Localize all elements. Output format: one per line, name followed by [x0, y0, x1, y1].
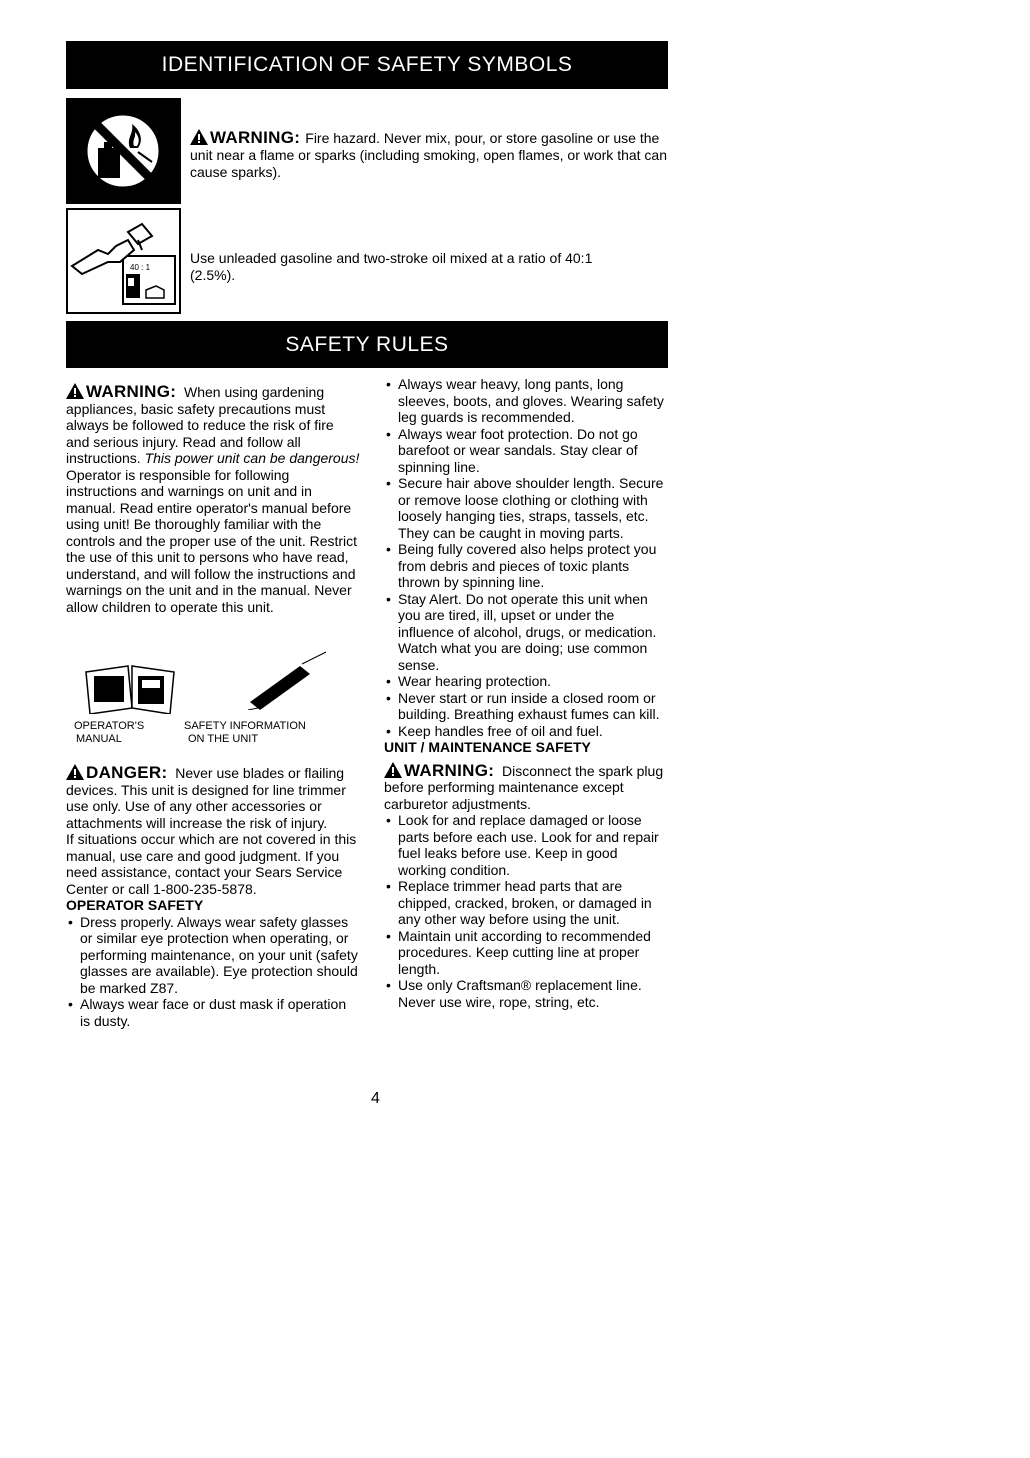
page-number: 4 [371, 1090, 380, 1107]
operators-manual-icon [82, 662, 182, 714]
list-item: • Use only Craftsman® replacement line. Never use wire, rope, string, etc. [384, 977, 666, 1010]
safety-info-caption-line-2: ON THE UNIT [188, 733, 259, 745]
right-column [384, 376, 666, 1010]
manual-caption-line-2: MANUAL [76, 733, 122, 745]
maintenance-list [384, 812, 666, 1010]
operator-safety-list [66, 914, 360, 1030]
safety-info-caption [184, 720, 306, 746]
list-item: • Replace trimmer head parts that are chipped, cracked, broken, or damaged in any other way before using the unit. [384, 878, 666, 928]
maintenance-heading: UNIT / MAINTENANCE SAFETY [384, 739, 591, 755]
general-warning-text-2: Operator is responsible for following instructions and warnings on unit and in manual. Read entire operator's manual before using unit! Be thoroughly familiar with the controls and the proper use of the unit. Restrict the use of this unit to persons who have read, understand, and will follow the instructions and warnings on the unit and in the manual. Never allow children to operate this unit. [66, 466, 358, 615]
list-item: • Dress properly. Always wear safety glasses or similar eye protection when operating, or performing maintenance, on your unit (safety glasses are available). Eye protection should be marked Z87. [66, 914, 360, 997]
warning-triangle-icon [66, 383, 84, 399]
list-item: • Look for and replace damaged or loose parts before each use. Look for and repair fuel leaks before use. Keep in good working condition. [384, 812, 666, 878]
left-column-lower [66, 764, 360, 1029]
list-item: • Never start or run inside a closed room or building. Breathing exhaust fumes can kill. [384, 690, 666, 723]
operator-safety-heading: OPERATOR SAFETY [66, 897, 204, 913]
danger-triangle-icon [66, 764, 84, 780]
maintenance-warning-label: WARNING: [404, 760, 495, 780]
no-fire-symbol [66, 98, 181, 204]
fuel-ratio-label: 40 : 1 [130, 263, 151, 272]
list-item: • Stay Alert. Do not operate this unit when you are tired, ill, upset or under the influence of alcohol, drugs, or medication. Watch what you are doing; use common sense. [384, 591, 666, 674]
safety-info-caption-line-1: SAFETY INFORMATION [184, 720, 306, 732]
manual-caption-line-1: OPERATOR'S [74, 720, 145, 732]
fuel-mix-text: Use unleaded gasoline and two-stroke oil mixed at a ratio of 40:1 (2.5%). [190, 250, 593, 283]
safety-label-icon [240, 650, 330, 710]
list-item: • Always wear heavy, long pants, long sleeves, boots, and gloves. Wearing safety leg guards is recommended. [384, 376, 666, 426]
safety-rules-list [384, 376, 666, 739]
fire-warning-text: Fire hazard. Never mix, pour, or store gasoline or use the unit near a flame or sparks (including smoking, open flames, or work that can cause sparks). [190, 130, 668, 180]
danger-block [66, 764, 360, 831]
fuel-mix-icon [68, 210, 179, 312]
list-item: • Always wear foot protection. Do not go barefoot or wear sandals. Stay clear of spinning line. [384, 426, 666, 476]
list-item: • Being fully covered also helps protect you from debris and pieces of toxic plants thrown by spinning line. [384, 541, 666, 591]
rules-banner [66, 321, 668, 368]
general-warning-label: WARNING: [86, 382, 177, 401]
danger-text-2: If situations occur which are not covered in this manual, use care and good judgment. If you need assistance, contact your Sears Service Center or call 1-800-235-5878. [66, 831, 357, 897]
warning-triangle-icon [384, 762, 402, 778]
symbols-banner-title: IDENTIFICATION OF SAFETY SYMBOLS [161, 53, 573, 76]
maintenance-warning [384, 762, 666, 813]
general-warning [66, 383, 360, 615]
general-warning-text: When using gardening appliances, basic safety precautions must always be followed to reduce the risk of fire and serious injury. Read and follow all instructions. [66, 384, 334, 466]
fuel-mix-symbol [66, 208, 181, 314]
danger-label: DANGER: [86, 763, 168, 782]
general-warning-italic: This power unit can be dangerous! [144, 450, 360, 466]
list-item: • Maintain unit according to recommended procedures. Keep cutting line at proper length. [384, 928, 666, 978]
symbols-banner [66, 41, 668, 89]
no-fire-gasoline-icon [68, 100, 179, 202]
rules-banner-title: SAFETY RULES [285, 332, 449, 356]
list-item: • Wear hearing protection. [384, 673, 666, 690]
fire-warning [190, 129, 670, 181]
manual-caption [74, 720, 144, 746]
fire-warning-label: WARNING: [210, 128, 301, 147]
warning-triangle-icon [190, 129, 208, 145]
left-column [66, 383, 360, 615]
list-item: • Keep handles free of oil and fuel. [384, 723, 666, 740]
maintenance-warning-text: Disconnect the spark plug before performing maintenance except carburetor adjustments. [384, 762, 664, 812]
list-item: • Always wear face or dust mask if operation is dusty. [66, 996, 360, 1029]
list-item: • Secure hair above shoulder length. Secure or remove loose clothing or clothing with loosely hanging ties, straps, tassels, etc. They can be caught in moving parts. [384, 475, 666, 541]
danger-text: Never use blades or flailing devices. This unit is designed for line trimmer use only. Use of any other accessories or attachments will increase the risk of injury. [66, 765, 346, 831]
